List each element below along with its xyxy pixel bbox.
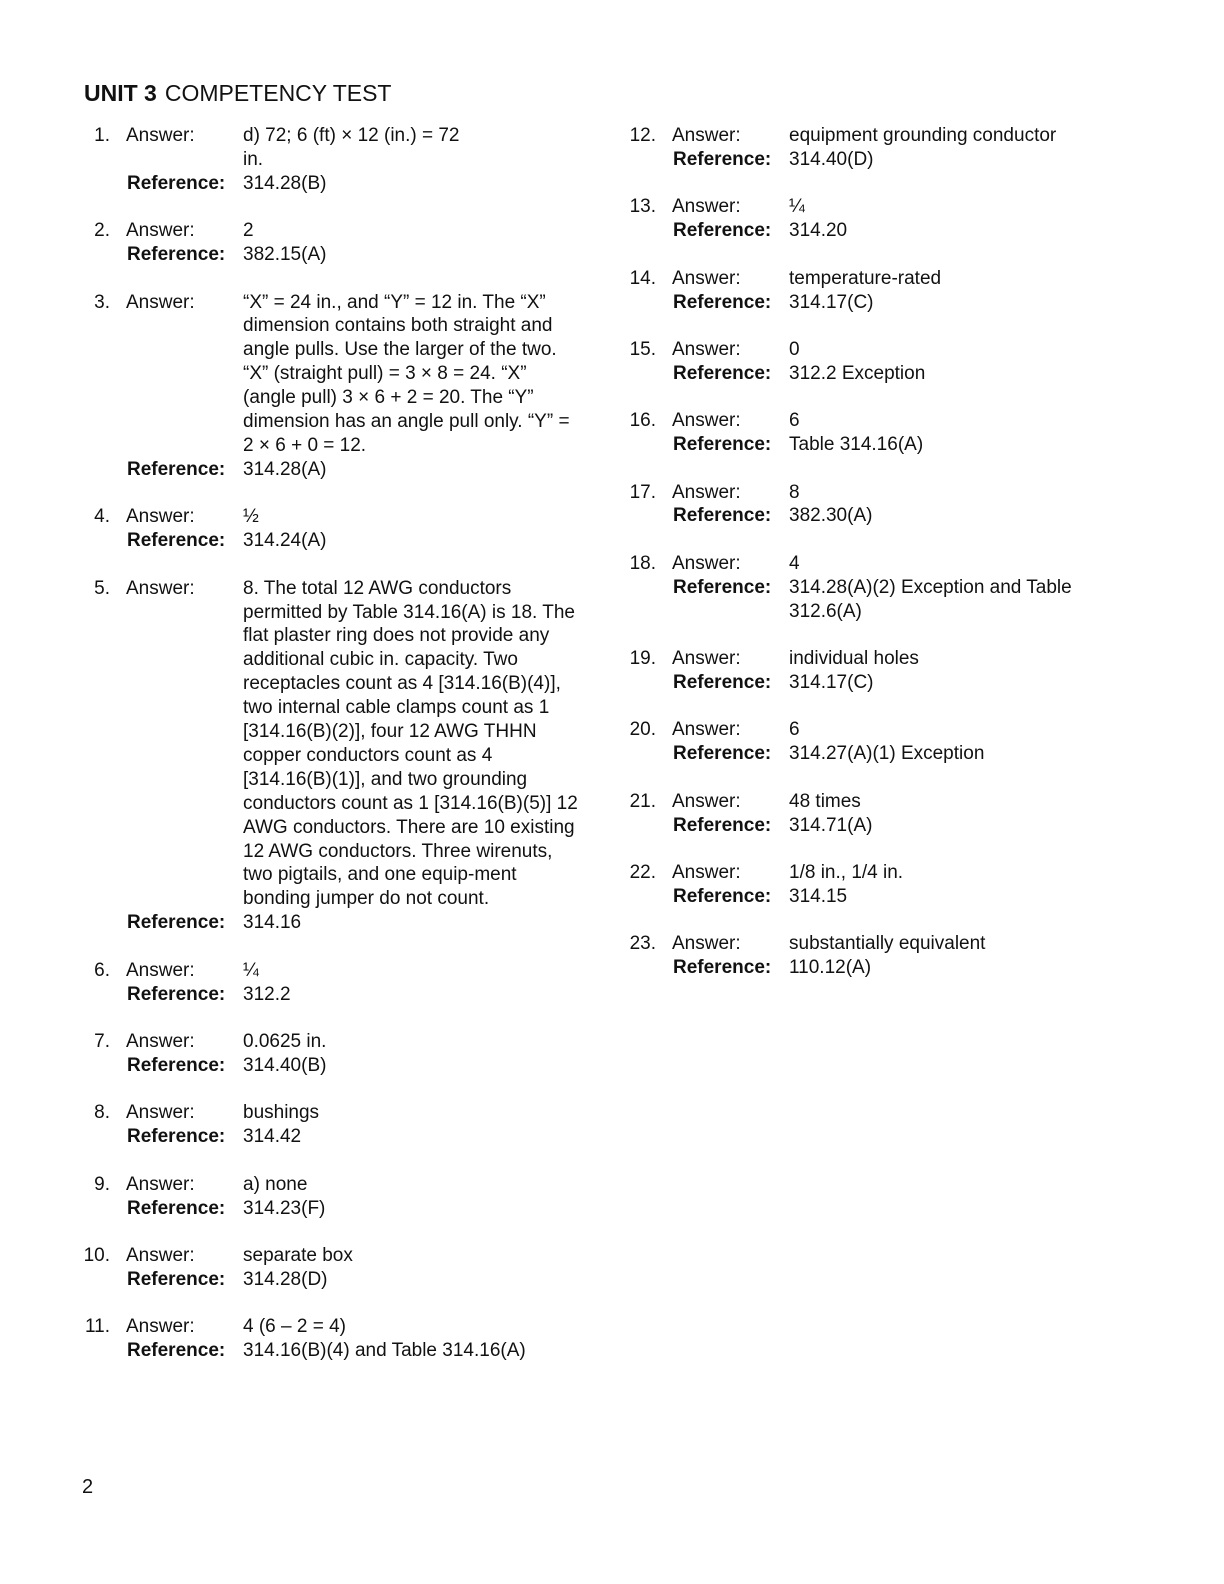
question-number: 14.: [629, 267, 656, 289]
answer-label: Answer:: [126, 220, 195, 242]
answer-item: [618, 790, 1178, 838]
reference-text: 314.42: [243, 1126, 302, 1148]
reference-text: 314.71(A): [789, 814, 873, 836]
answer-text: 8. The total 12 AWG conductors permitted by Table 314.16(A) is 18. The flat plaster ring does not provide any additional cubic in. capacity. Two receptacles count as 4 [314.16(B)(4)], two internal cable clamps count as 1 [314.16(B)(2)], four 12 AWG THHN copper conductors count as 4 [314.16(B)(1)], and two grounding conductors count as 1 [314.16(B)(5)] 12 AWG conductors. There are 10 existing 12 AWG conductors. Three wirenuts, two pigtails, and one equip-ment bonding jumper do not count.: [243, 577, 578, 910]
reference-row: [127, 1125, 612, 1149]
question-number: 6.: [94, 959, 110, 981]
reference-row: [127, 1054, 612, 1078]
reference-row: [127, 1339, 612, 1363]
question-number: 21.: [629, 790, 656, 812]
reference-row: [673, 362, 1178, 386]
question-number: 1.: [94, 125, 110, 146]
question-number: 13.: [629, 196, 656, 218]
answer-label: Answer:: [672, 267, 741, 289]
answer-item: [618, 195, 1178, 243]
reference-label: Reference:: [673, 885, 772, 907]
answer-label: Answer:: [672, 196, 741, 218]
answer-label: Answer:: [672, 410, 741, 432]
answer-item: [72, 124, 612, 196]
answer-text: 6: [789, 410, 800, 432]
reference-text: 312.2 Exception: [789, 362, 926, 384]
answer-item: [72, 291, 612, 482]
reference-row: [127, 983, 612, 1007]
reference-label: Reference:: [673, 814, 772, 836]
reference-label: Reference:: [673, 291, 772, 313]
reference-label: Reference:: [127, 1054, 226, 1076]
answer-text: ¼: [789, 196, 805, 218]
question-number: 17.: [629, 481, 656, 503]
answer-label: Answer:: [126, 1173, 195, 1195]
answer-item: [618, 647, 1178, 695]
question-number: 10.: [83, 1244, 110, 1266]
reference-text: 314.40(D): [789, 148, 874, 170]
reference-label: Reference:: [673, 362, 772, 384]
reference-label: Reference:: [127, 912, 226, 934]
question-number: 22.: [629, 862, 656, 884]
reference-row: [673, 291, 1178, 315]
question-number: 9.: [94, 1173, 110, 1195]
reference-row: [127, 458, 612, 482]
reference-row: [673, 885, 1178, 909]
reference-label: Reference:: [127, 244, 226, 266]
reference-row: [127, 911, 612, 935]
reference-row: [127, 529, 612, 553]
reference-text: 314.24(A): [243, 530, 327, 552]
answer-text: a) none: [243, 1173, 308, 1195]
answer-label: Answer:: [672, 481, 741, 503]
answer-label: Answer:: [126, 1031, 195, 1052]
question-number: 20.: [629, 719, 656, 741]
page-title: [84, 78, 391, 108]
answer-text: bushings: [243, 1102, 320, 1124]
reference-label: Reference:: [127, 1197, 226, 1219]
answer-item: [618, 409, 1178, 457]
answer-label: Answer:: [126, 1102, 195, 1124]
question-number: 7.: [94, 1031, 110, 1052]
reference-text: 314.27(A)(1) Exception: [789, 743, 985, 765]
reference-row: [673, 671, 1178, 695]
reference-label: Reference:: [127, 983, 226, 1005]
answer-text: 4: [789, 552, 800, 574]
reference-row: [673, 576, 1099, 624]
reference-text: 314.15: [789, 885, 848, 907]
answer-item: [72, 505, 612, 553]
reference-text: 110.12(A): [789, 957, 872, 979]
question-number: 15.: [629, 338, 656, 360]
question-number: 11.: [84, 1316, 110, 1338]
answer-item: [72, 1101, 612, 1149]
reference-row: [127, 243, 612, 267]
answer-item: [72, 577, 612, 936]
answer-item: [618, 267, 1178, 315]
answer-item: [618, 718, 1178, 766]
reference-text: 312.2: [243, 983, 291, 1005]
answer-text: 4 (6 – 2 = 4): [243, 1316, 346, 1338]
reference-label: Reference:: [127, 172, 226, 194]
reference-label: Reference:: [673, 743, 772, 765]
answer-label: Answer:: [126, 1244, 195, 1266]
reference-label: Reference:: [127, 530, 226, 552]
reference-text: Table 314.16(A): [789, 434, 924, 456]
answer-label: Answer:: [672, 338, 741, 360]
answer-text: substantially equivalent: [789, 933, 986, 955]
question-number: 3.: [94, 291, 110, 313]
answer-item: [618, 338, 1178, 386]
answer-label: Answer:: [126, 291, 195, 313]
answer-text: individual holes: [789, 648, 919, 670]
answer-text: ¼: [243, 959, 259, 981]
answer-text: separate box: [243, 1244, 353, 1266]
reference-row: [673, 433, 1178, 457]
question-number: 19.: [629, 648, 656, 670]
answer-label: Answer:: [126, 577, 195, 599]
unit-label: UNIT 3: [84, 80, 157, 106]
reference-row: [673, 219, 1178, 243]
question-number: 4.: [94, 506, 110, 528]
reference-text: 314.16: [243, 912, 302, 934]
reference-label: Reference:: [673, 672, 772, 693]
reference-row: [673, 814, 1178, 838]
reference-row: [673, 742, 1178, 766]
question-number: 18.: [629, 552, 656, 574]
question-number: 2.: [94, 220, 110, 242]
answer-text: 6: [789, 719, 800, 741]
answer-item: [618, 932, 1178, 980]
answer-item: [618, 861, 1178, 909]
answer-text: 1/8 in., 1/4 in.: [789, 862, 904, 884]
answer-item: [618, 124, 1178, 172]
answer-label: Answer:: [126, 125, 195, 146]
answer-label: Answer:: [672, 933, 741, 955]
reference-text: 382.30(A): [789, 505, 873, 527]
answer-text: 0: [789, 338, 800, 360]
answer-label: Answer:: [126, 1316, 195, 1338]
question-number: 8.: [94, 1102, 110, 1124]
reference-row: [673, 956, 1178, 980]
reference-text: 314.40(B): [243, 1054, 327, 1076]
reference-text: 314.17(C): [789, 672, 874, 693]
answer-item: [72, 1030, 612, 1078]
answer-item: [72, 1315, 612, 1363]
answer-text: “X” = 24 in., and “Y” = 12 in. The “X” dimension contains both straight and angle pulls. Use the larger of the two. “X” (straight pull) = 3 × 8 = 24. “X” (angle pull) 3 × 6 + 2 = 20. The “Y” dimension has an angle pull only. “Y” = 2 × 6 + 0 = 12.: [243, 291, 570, 456]
answer-label: Answer:: [672, 862, 741, 884]
reference-text: 314.28(D): [243, 1268, 328, 1290]
answer-text: ½: [243, 506, 259, 528]
reference-label: Reference:: [673, 576, 772, 598]
reference-row: [127, 1197, 612, 1221]
right-answer-column: [618, 124, 1178, 1004]
reference-label: Reference:: [673, 434, 772, 456]
left-answer-column: [72, 124, 612, 1387]
answer-item: [72, 1244, 612, 1292]
test-title: COMPETENCY TEST: [164, 80, 392, 106]
reference-label: Reference:: [127, 1126, 226, 1148]
reference-label: Reference:: [127, 458, 226, 480]
answer-text: temperature-rated: [789, 267, 942, 289]
question-number: 5.: [94, 577, 110, 599]
answer-label: Answer:: [672, 125, 741, 146]
question-number: 12.: [629, 125, 656, 146]
reference-label: Reference:: [127, 1268, 226, 1290]
answer-item: [618, 552, 1178, 624]
question-number: 23.: [629, 933, 656, 955]
reference-label: Reference:: [673, 505, 772, 527]
reference-text: 314.17(C): [789, 291, 874, 313]
answer-item: [618, 481, 1178, 529]
reference-text: 314.28(B): [243, 172, 327, 194]
reference-text: 314.28(A)(2) Exception and Table 312.6(A): [789, 576, 1072, 622]
answer-item: [72, 1173, 612, 1221]
reference-text: 382.15(A): [243, 244, 327, 266]
answer-label: Answer:: [672, 719, 741, 741]
answer-text: 0.0625 in.: [243, 1031, 327, 1052]
reference-label: Reference:: [673, 957, 772, 979]
answer-item: [72, 959, 612, 1007]
answer-label: Answer:: [672, 552, 741, 574]
reference-row: [673, 504, 1178, 528]
answer-text: d) 72; 6 (ft) × 12 (in.) = 72 in.: [243, 125, 460, 170]
answer-label: Answer:: [672, 648, 741, 670]
answer-text: 2: [243, 220, 254, 242]
answer-label: Answer:: [126, 959, 195, 981]
reference-row: [127, 1268, 612, 1292]
reference-row: [673, 148, 1178, 172]
reference-label: Reference:: [673, 220, 772, 242]
answer-label: Answer:: [126, 506, 195, 528]
reference-text: 314.23(F): [243, 1197, 326, 1219]
reference-text: 314.20: [789, 220, 848, 242]
answer-item: [72, 219, 612, 267]
answer-text: 48 times: [789, 790, 861, 812]
reference-row: [127, 172, 612, 196]
reference-label: Reference:: [673, 148, 772, 170]
reference-text: 314.28(A): [243, 458, 327, 480]
question-number: 16.: [629, 410, 656, 432]
reference-label: Reference:: [127, 1340, 226, 1362]
reference-text: 314.16(B)(4) and Table 314.16(A): [243, 1340, 526, 1362]
page-number: 2: [82, 1476, 94, 1498]
answer-text: equipment grounding conductor: [789, 125, 1057, 146]
answer-text: 8: [789, 481, 800, 503]
answer-label: Answer:: [672, 790, 741, 812]
